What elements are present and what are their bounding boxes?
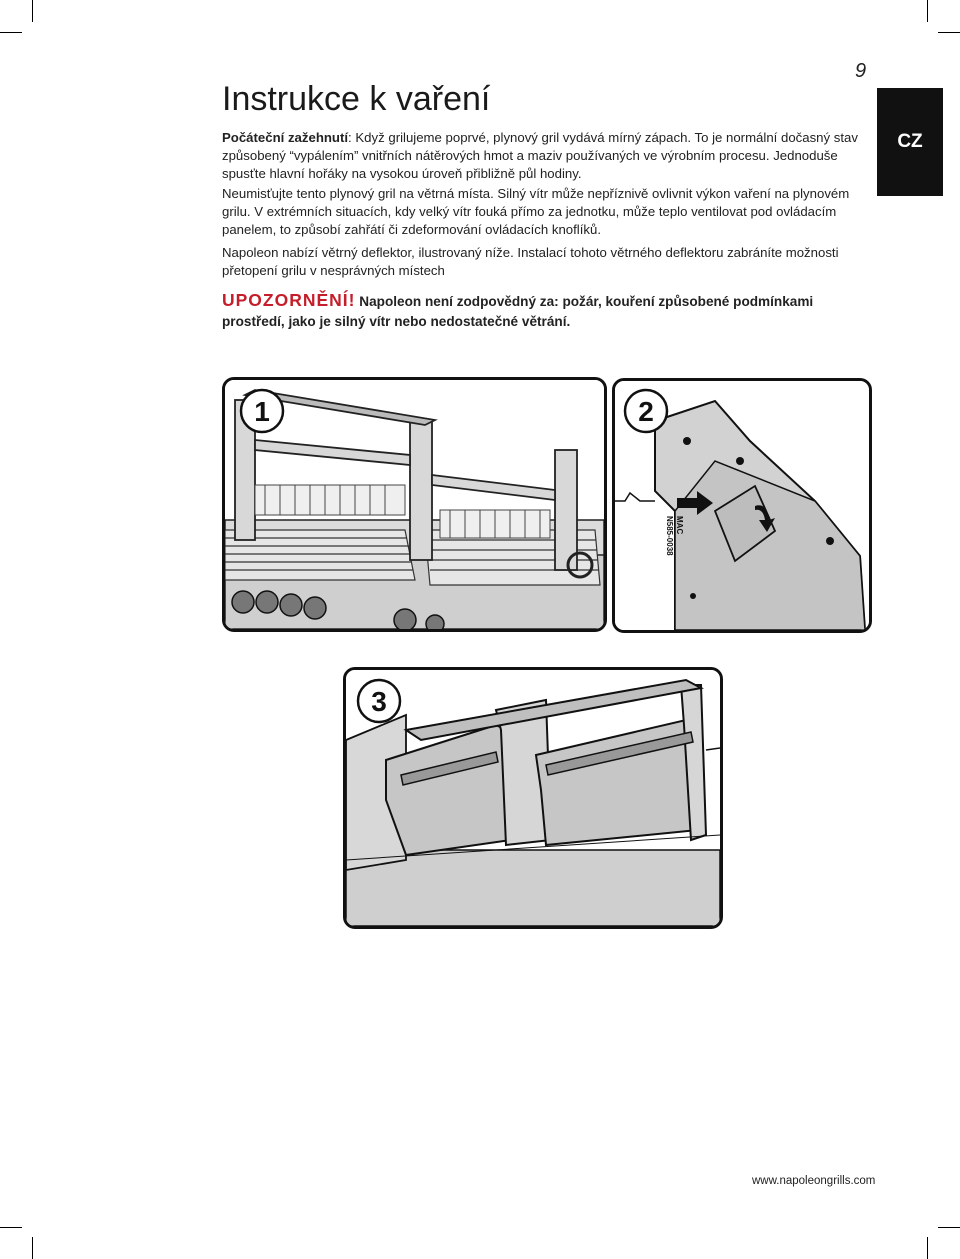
crop-mark: [938, 1227, 960, 1228]
crop-mark: [0, 1227, 22, 1228]
paragraph-lead-term: Počáteční zažehnutí: [222, 130, 349, 145]
crop-mark: [938, 32, 960, 33]
figure-1-number: 1: [254, 396, 270, 427]
part-label-2: N585-0038: [665, 516, 674, 556]
figure-3-number: 3: [371, 686, 387, 717]
paragraph-body: : Když grilujeme poprvé, plynový gril vydává mírný zápach. To je normální dočasný stav způsobený “vypálením” vnitřních nátěrových hmot a maziv používaných ve výrobním procesu. Jednoduše spusťte hlavní hořáky na vysokou úroveň přibližně půl hodiny.: [222, 130, 858, 182]
warning-label: UPOZORNĚNÍ!: [222, 290, 356, 310]
figure-3-panel: [343, 667, 723, 929]
warning-text: Napoleon není zodpovědný za: požár, kouření způsobené podmínkami prostředí, jako je silný vítr nebo nedostatečné větrání.: [222, 294, 814, 329]
paragraph-initial-ignition: [222, 129, 877, 184]
figure-2-panel: [612, 378, 872, 633]
figure-2-number: 2: [638, 396, 654, 427]
figure-2-number-badge: [623, 388, 669, 434]
figure-3-illustration: [346, 670, 720, 926]
language-tab: [877, 88, 943, 196]
figure-1-number-badge: [239, 388, 285, 434]
footer-website: www.napoleongrills.com: [752, 1175, 876, 1187]
paragraph-deflector: Napoleon nabízí větrný deflektor, ilustrovaný níže. Instalací tohoto větrného deflektoru zabráníte možnosti přetopení grilu v nesprávných místech: [222, 245, 839, 279]
crop-mark: [32, 0, 33, 22]
part-label-1: MAC: [675, 516, 684, 535]
warning-notice: [222, 290, 877, 332]
crop-mark: [32, 1237, 33, 1259]
figure-3-number-badge: [356, 678, 402, 724]
figure-1-panel: [222, 377, 607, 632]
language-tab-label: CZ: [897, 131, 923, 152]
page-title: Instrukce k vaření: [222, 80, 491, 118]
page-number: 9: [855, 60, 867, 82]
paragraph-wind: Neumisťujte tento plynový gril na větrná místa. Silný vítr může nepříznivě ovlivnit výkon vaření na plynovém grilu. V extrémních situacích, kdy velký vítr fouká přímo za jednotku, může teplo ventilovat pod ovládacím panelem, to způsobí zahřátí či zdeformování ovládacích knoflíků.: [222, 186, 850, 238]
crop-mark: [927, 0, 928, 22]
crop-mark: [0, 32, 22, 33]
crop-mark: [927, 1237, 928, 1259]
